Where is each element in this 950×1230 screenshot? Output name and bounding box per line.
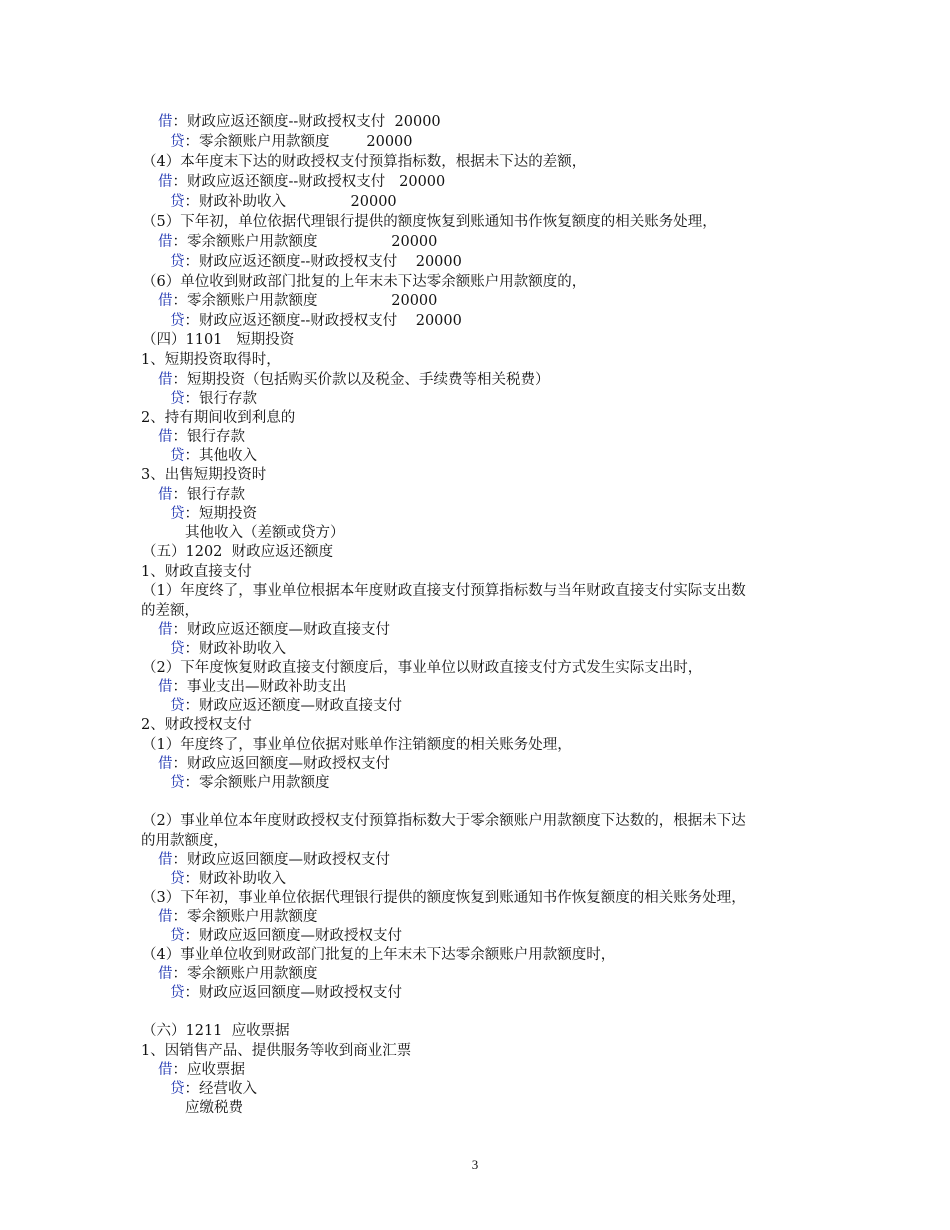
text-line bbox=[170, 984, 402, 1003]
line-text: （5）下年初，单位依据代理银行提供的额度恢复到账通知书作恢复额度的相关账务处理， bbox=[142, 214, 717, 230]
line-text: ：其他收入 bbox=[184, 448, 257, 464]
text-line bbox=[142, 331, 294, 350]
text-line bbox=[142, 889, 746, 908]
line-text: ：财政应返回额度—财政授权支付 bbox=[172, 852, 390, 868]
text-line bbox=[170, 505, 257, 524]
credit-label: 贷 bbox=[170, 194, 185, 210]
line-text: （1）年度终了，事业单位依据对账单作注销额度的相关账务处理， bbox=[142, 737, 572, 753]
debit-label: 借 bbox=[158, 429, 173, 445]
line-text: ：零余额账户用款额度 20000 bbox=[172, 293, 438, 309]
line-text: ：短期投资 bbox=[184, 506, 257, 522]
text-line bbox=[142, 213, 717, 232]
line-text: ：财政应返回额度—财政授权支付 bbox=[184, 928, 402, 944]
debit-label: 借 bbox=[158, 679, 173, 695]
line-text: （2）事业单位本年度财政授权支付预算指标数大于零余额账户用款额度下达数的，根据未下达 bbox=[142, 813, 746, 829]
line-text: ：零余额账户用款额度 bbox=[172, 966, 318, 982]
credit-label: 贷 bbox=[170, 391, 185, 407]
page-number: 3 bbox=[471, 1157, 479, 1172]
line-text: 1、因销售产品、提供服务等收到商业汇票 bbox=[141, 1043, 412, 1059]
text-line bbox=[185, 524, 345, 543]
text-line bbox=[170, 640, 286, 659]
text-line bbox=[185, 1099, 243, 1118]
line-text: 1、短期投资取得时， bbox=[141, 352, 281, 368]
text-line bbox=[142, 812, 746, 831]
text-line bbox=[142, 946, 615, 965]
debit-label: 借 bbox=[158, 487, 173, 503]
credit-label: 贷 bbox=[170, 985, 185, 1001]
text-line bbox=[158, 371, 550, 390]
credit-label: 贷 bbox=[170, 871, 185, 887]
line-text: ：经营收入 bbox=[184, 1081, 257, 1097]
line-text: 应缴税费 bbox=[185, 1100, 243, 1116]
line-text: ：财政应返回额度—财政授权支付 bbox=[172, 756, 390, 772]
text-line bbox=[158, 233, 437, 252]
text-line bbox=[142, 736, 572, 755]
text-line bbox=[170, 927, 402, 946]
line-text: （6）单位收到财政部门批复的上年末未下达零余额账户用款额度的， bbox=[142, 274, 587, 290]
line-text: ：零余额账户用款额度 bbox=[184, 775, 330, 791]
line-text: （4）事业单位收到财政部门批复的上年末未下达零余额账户用款额度时， bbox=[142, 947, 616, 963]
line-text: 2、持有期间收到利息的 bbox=[141, 410, 296, 426]
text-line bbox=[170, 390, 257, 409]
line-text: ：银行存款 bbox=[184, 391, 257, 407]
line-text: ：财政补助收入 bbox=[184, 641, 286, 657]
text-line bbox=[142, 1022, 290, 1041]
text-line bbox=[158, 428, 245, 447]
text-line bbox=[158, 113, 441, 132]
credit-label: 贷 bbox=[170, 641, 185, 657]
text-line bbox=[170, 1080, 257, 1099]
line-text: ：事业支出—财政补助支出 bbox=[172, 679, 347, 695]
line-text: ：财政应返还额度--财政授权支付 20000 bbox=[172, 174, 446, 190]
text-line bbox=[141, 832, 228, 851]
line-text: ：财政补助收入 20000 bbox=[184, 194, 397, 210]
debit-label: 借 bbox=[158, 966, 173, 982]
text-line bbox=[141, 409, 295, 428]
text-line bbox=[141, 716, 252, 735]
debit-label: 借 bbox=[158, 909, 173, 925]
text-line bbox=[141, 351, 281, 370]
text-line bbox=[158, 965, 318, 984]
credit-label: 贷 bbox=[170, 1081, 185, 1097]
text-line bbox=[158, 173, 445, 192]
line-text: ：财政应返还额度—财政直接支付 bbox=[184, 698, 402, 714]
debit-label: 借 bbox=[158, 174, 173, 190]
text-line bbox=[170, 193, 397, 212]
line-text: 1、财政直接支付 bbox=[141, 564, 252, 580]
line-text: ：零余额账户用款额度 bbox=[172, 909, 318, 925]
line-text: （3）下年初，事业单位依据代理银行提供的额度恢复到账通知书作恢复额度的相关账务处理， bbox=[142, 890, 746, 906]
text-line bbox=[158, 678, 347, 697]
line-text: 的差额， bbox=[141, 603, 199, 619]
line-text: ：银行存款 bbox=[172, 487, 245, 503]
text-line bbox=[158, 1061, 245, 1080]
text-line bbox=[158, 486, 245, 505]
line-text: ：财政应返还额度--财政授权支付 20000 bbox=[172, 114, 441, 130]
text-line bbox=[170, 447, 257, 466]
line-text: （五）1202 财政应返还额度 bbox=[142, 544, 334, 560]
credit-label: 贷 bbox=[170, 698, 185, 714]
text-line bbox=[141, 563, 252, 582]
credit-label: 贷 bbox=[170, 134, 185, 150]
line-text: 3、出售短期投资时 bbox=[141, 467, 267, 483]
credit-label: 贷 bbox=[170, 254, 185, 270]
text-line bbox=[142, 659, 702, 678]
text-line bbox=[170, 870, 286, 889]
line-text: （2）下年度恢复财政直接支付额度后，事业单位以财政直接支付方式发生实际支出时， bbox=[142, 660, 703, 676]
text-line bbox=[170, 253, 462, 272]
text-line bbox=[141, 1042, 411, 1061]
line-text: ：银行存款 bbox=[172, 429, 245, 445]
line-text: ：应收票据 bbox=[172, 1062, 245, 1078]
debit-label: 借 bbox=[158, 622, 173, 638]
debit-label: 借 bbox=[158, 756, 173, 772]
credit-label: 贷 bbox=[170, 506, 185, 522]
text-line bbox=[141, 466, 266, 485]
text-line bbox=[170, 312, 462, 331]
text-line bbox=[158, 621, 390, 640]
line-text: ：财政应返还额度--财政授权支付 20000 bbox=[184, 313, 462, 329]
text-line bbox=[158, 908, 318, 927]
text-line bbox=[158, 755, 390, 774]
text-line bbox=[142, 273, 586, 292]
line-text: 的用款额度， bbox=[141, 833, 228, 849]
debit-label: 借 bbox=[158, 852, 173, 868]
line-text: 2、财政授权支付 bbox=[141, 717, 252, 733]
line-text: ：零余额账户用款额度 20000 bbox=[172, 234, 438, 250]
text-line bbox=[142, 582, 746, 601]
credit-label: 贷 bbox=[170, 928, 185, 944]
line-text: ：财政应返回额度—财政授权支付 bbox=[184, 985, 402, 1001]
line-text: ：财政应返还额度--财政授权支付 20000 bbox=[184, 254, 462, 270]
debit-label: 借 bbox=[158, 1062, 173, 1078]
credit-label: 贷 bbox=[170, 313, 185, 329]
debit-label: 借 bbox=[158, 114, 173, 130]
line-text: ：财政应返还额度—财政直接支付 bbox=[172, 622, 390, 638]
credit-label: 贷 bbox=[170, 448, 185, 464]
text-line bbox=[170, 774, 330, 793]
text-line bbox=[170, 133, 413, 152]
debit-label: 借 bbox=[158, 234, 173, 250]
line-text: （六）1211 应收票据 bbox=[142, 1023, 290, 1039]
line-text: （4）本年度末下达的财政授权支付预算指标数，根据未下达的差额， bbox=[142, 154, 587, 170]
line-text: ：短期投资（包括购买价款以及税金、手续费等相关税费） bbox=[172, 372, 550, 388]
line-text: ：零余额账户用款额度 20000 bbox=[184, 134, 413, 150]
text-line bbox=[141, 602, 199, 621]
debit-label: 借 bbox=[158, 372, 173, 388]
credit-label: 贷 bbox=[170, 775, 185, 791]
line-text: （1）年度终了，事业单位根据本年度财政直接支付预算指标数与当年财政直接支付实际支出数 bbox=[142, 583, 746, 599]
line-text: 其他收入（差额或贷方） bbox=[185, 525, 345, 541]
text-line bbox=[158, 292, 437, 311]
debit-label: 借 bbox=[158, 293, 173, 309]
line-text: ：财政补助收入 bbox=[184, 871, 286, 887]
text-line bbox=[170, 697, 402, 716]
text-line bbox=[142, 543, 333, 562]
line-text: （四）1101 短期投资 bbox=[142, 332, 295, 348]
text-line bbox=[158, 851, 390, 870]
text-line bbox=[142, 153, 586, 172]
